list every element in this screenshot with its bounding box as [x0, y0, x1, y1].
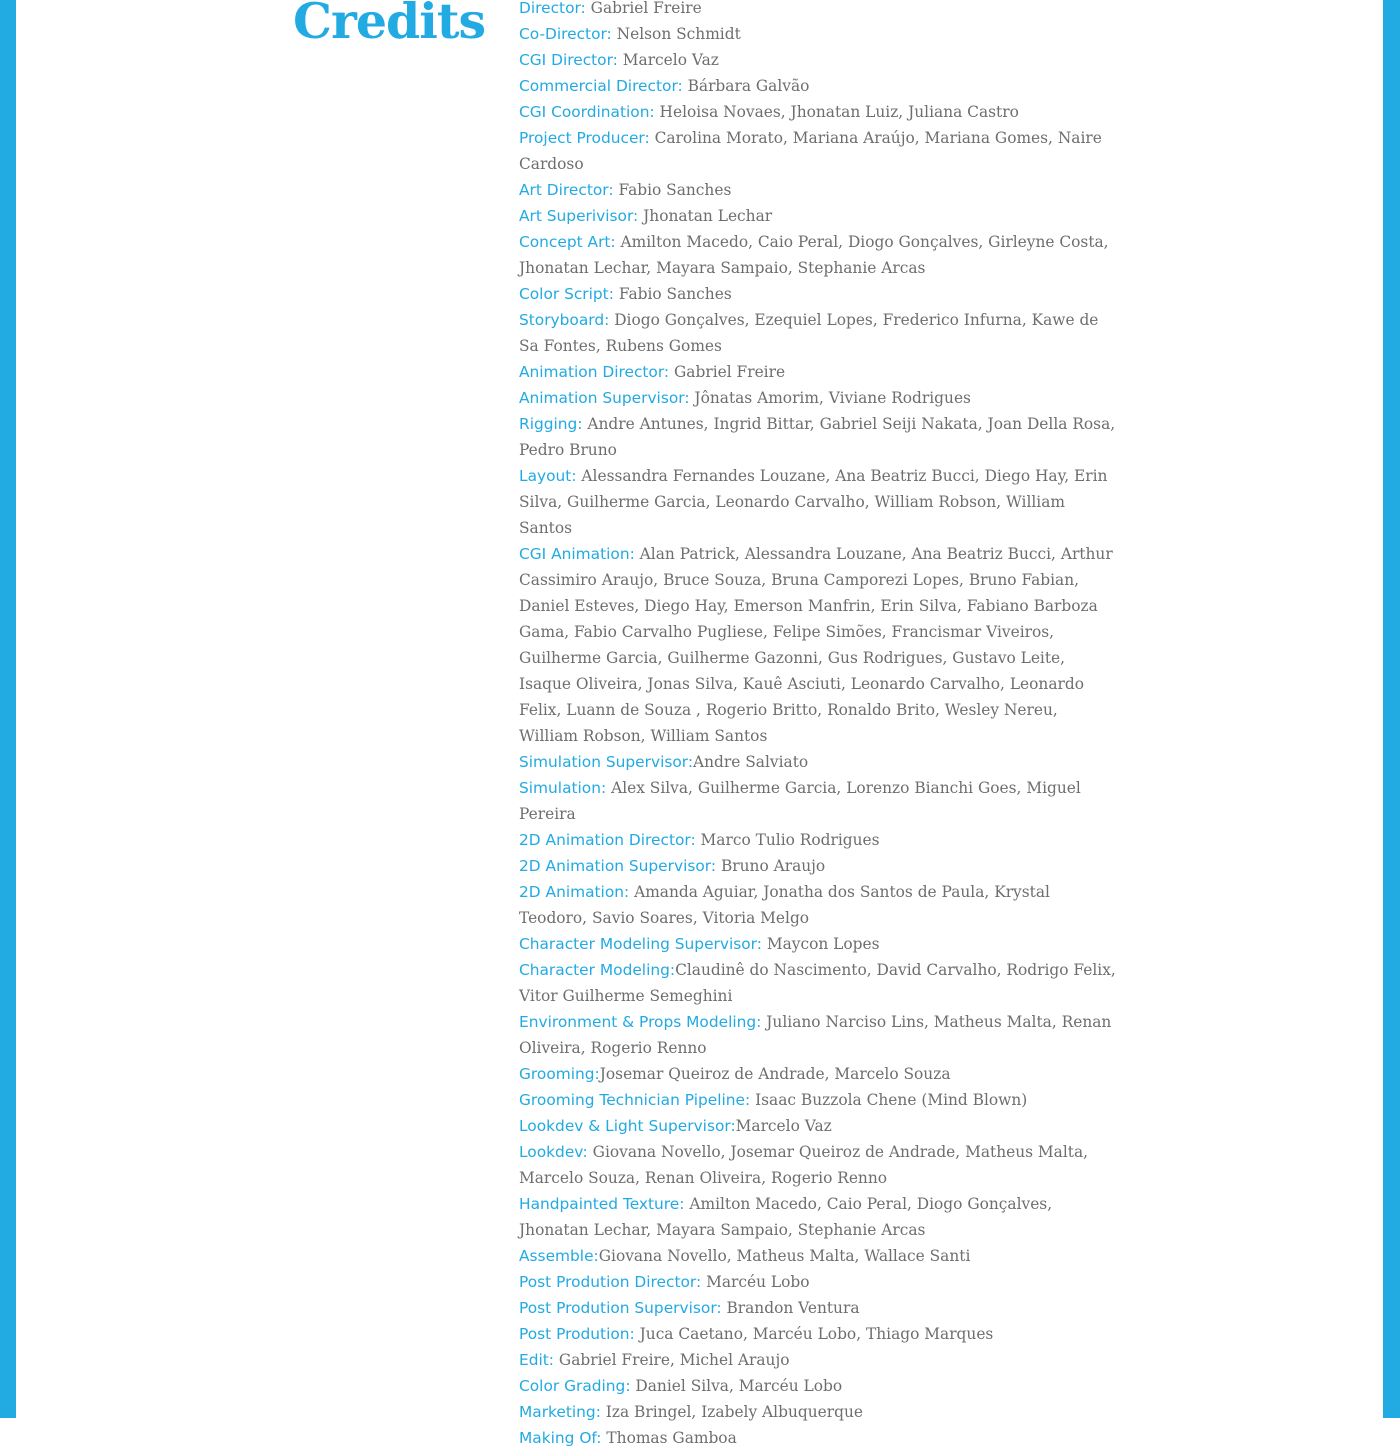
credits-list — [519, 0, 1119, 1451]
credit-names: Marco Tulio Rodrigues — [700, 831, 880, 849]
credit-entry — [519, 879, 1119, 931]
credit-names: Marcelo Vaz — [735, 1117, 832, 1135]
credit-names: Thomas Gamboa — [606, 1429, 737, 1447]
credit-role: Animation Supervisor: — [519, 389, 690, 407]
credit-role: Art Director: — [519, 181, 614, 199]
credit-entry — [519, 47, 1119, 73]
credit-names: Giovana Novello, Matheus Malta, Wallace Santi — [598, 1247, 971, 1265]
credit-names: Marcelo Vaz — [622, 51, 719, 69]
credit-names: Carolina Morato, Mariana Araújo, Mariana Gomes, Naire Cardoso — [519, 129, 1102, 173]
credit-entry — [519, 1373, 1119, 1399]
credit-entry — [519, 1425, 1119, 1451]
credit-entry — [519, 1061, 1119, 1087]
credit-role: Assemble: — [519, 1247, 599, 1265]
left-accent-bar — [0, 0, 16, 1418]
credit-role: Rigging: — [519, 415, 583, 433]
credit-role: Grooming Technician Pipeline: — [519, 1091, 751, 1109]
credit-names: Heloisa Novaes, Jhonatan Luiz, Juliana Castro — [659, 103, 1019, 121]
credit-role: Grooming: — [519, 1065, 600, 1083]
credit-entry — [519, 827, 1119, 853]
credit-entry — [519, 1243, 1119, 1269]
credit-role: Character Modeling Supervisor: — [519, 935, 762, 953]
credit-names: Josemar Queiroz de Andrade, Marcelo Souza — [599, 1065, 951, 1083]
credit-names: Amilton Macedo, Caio Peral, Diogo Gonçalves, Jhonatan Lechar, Mayara Sampaio, Stephanie Arcas — [519, 1195, 1053, 1239]
credit-entry — [519, 931, 1119, 957]
credit-entry — [519, 1191, 1119, 1243]
credit-names: Fabio Sanches — [618, 285, 732, 303]
credit-role: Commercial Director: — [519, 77, 683, 95]
credit-role: Layout: — [519, 467, 577, 485]
credit-role: Post Prodution Supervisor: — [519, 1299, 722, 1317]
credit-role: Post Prodution: — [519, 1325, 635, 1343]
credit-entry — [519, 281, 1119, 307]
credit-names: Isaac Buzzola Chene (Mind Blown) — [755, 1091, 1028, 1109]
credit-names: Andre Salviato — [693, 753, 809, 771]
credit-entry — [519, 1087, 1119, 1113]
credit-entry — [519, 0, 1119, 21]
credit-role: Art Superivisor: — [519, 207, 639, 225]
credit-entry — [519, 957, 1119, 1009]
credit-entry — [519, 21, 1119, 47]
credit-entry — [519, 1269, 1119, 1295]
credit-entry — [519, 541, 1119, 749]
credit-names: Jhonatan Lechar — [643, 207, 773, 225]
credit-entry — [519, 1347, 1119, 1373]
credit-names: Jônatas Amorim, Viviane Rodrigues — [694, 389, 971, 407]
credit-role: Animation Director: — [519, 363, 670, 381]
credit-entry — [519, 749, 1119, 775]
credit-names: Alessandra Fernandes Louzane, Ana Beatriz Bucci, Diego Hay, Erin Silva, Guilherme Garcia, Leonardo Carvalho, William Robson, William Santos — [519, 467, 1108, 537]
credit-role: Storyboard: — [519, 311, 610, 329]
credit-names: Gabriel Freire, Michel Araujo — [558, 1351, 790, 1369]
credit-names: Gabriel Freire — [590, 0, 702, 17]
credit-entry — [519, 1399, 1119, 1425]
credit-entry — [519, 177, 1119, 203]
credit-role: 2D Animation: — [519, 883, 630, 901]
credit-names: Amanda Aguiar, Jonatha dos Santos de Paula, Krystal Teodoro, Savio Soares, Vitoria Melgo — [519, 883, 1050, 927]
credit-role: CGI Director: — [519, 51, 618, 69]
credit-entry — [519, 203, 1119, 229]
credit-role: 2D Animation Director: — [519, 831, 696, 849]
credit-names: Gabriel Freire — [674, 363, 786, 381]
credit-entry — [519, 99, 1119, 125]
credit-entry — [519, 1139, 1119, 1191]
credit-role: Co-Director: — [519, 25, 612, 43]
credit-entry — [519, 411, 1119, 463]
credit-role: 2D Animation Supervisor: — [519, 857, 717, 875]
credit-names: Iza Bringel, Izabely Albuquerque — [605, 1403, 863, 1421]
credit-role: Marketing: — [519, 1403, 601, 1421]
credit-names: Fabio Sanches — [618, 181, 732, 199]
credit-names: Nelson Schmidt — [616, 25, 741, 43]
credit-names: Bárbara Galvão — [687, 77, 810, 95]
credit-role: Post Prodution Director: — [519, 1273, 702, 1291]
credit-role: Project Producer: — [519, 129, 650, 147]
credit-role: Making Of: — [519, 1429, 602, 1447]
credit-role: Simulation: — [519, 779, 607, 797]
credit-names: Bruno Araujo — [720, 857, 826, 875]
credit-role: Color Script: — [519, 285, 614, 303]
credit-names: Claudinê do Nascimento, David Carvalho, Rodrigo Felix, Vitor Guilherme Semeghini — [519, 961, 1116, 1005]
credit-role: Color Grading: — [519, 1377, 631, 1395]
credit-role: CGI Coordination: — [519, 103, 655, 121]
credit-role: Character Modeling: — [519, 961, 676, 979]
credit-entry — [519, 385, 1119, 411]
credit-role: Handpainted Texture: — [519, 1195, 685, 1213]
credit-role: Concept Art: — [519, 233, 616, 251]
credit-role: CGI Animation: — [519, 545, 635, 563]
credit-entry — [519, 125, 1119, 177]
credit-entry — [519, 229, 1119, 281]
credit-names: Alex Silva, Guilherme Garcia, Lorenzo Bianchi Goes, Miguel Pereira — [519, 779, 1081, 823]
credit-entry — [519, 1295, 1119, 1321]
credit-entry — [519, 359, 1119, 385]
credit-names: Alan Patrick, Alessandra Louzane, Ana Beatriz Bucci, Arthur Cassimiro Araujo, Bruce Souza, Bruna Camporezi Lopes, Bruno Fabian, Daniel Esteves, Diego Hay, Emerson Manfrin, Erin Silva, Fabiano Barboza Gama, Fabio Carvalho Pugliese, Felipe Simões, Francismar Viveiros, Guilherme Garcia, Guilherme Gazonni, Gus Rodrigues, Gustavo Leite, Isaque Oliveira, Jonas Silva, Kauê Asciuti, Leonardo Carvalho, Leonardo Felix, Luann de Souza , Rogerio Britto, Ronaldo Brito, Wesley Nereu, William Robson, William Santos — [519, 545, 1113, 745]
credit-entry — [519, 853, 1119, 879]
credit-role: Edit: — [519, 1351, 554, 1369]
credit-names: Daniel Silva, Marcéu Lobo — [635, 1377, 843, 1395]
credit-names: Andre Antunes, Ingrid Bittar, Gabriel Seiji Nakata, Joan Della Rosa, Pedro Bruno — [519, 415, 1116, 459]
credit-entry — [519, 73, 1119, 99]
credit-entry — [519, 1321, 1119, 1347]
credit-entry — [519, 775, 1119, 827]
credit-role: Director: — [519, 0, 586, 17]
page-title: Credits — [293, 0, 486, 50]
credit-names: Marcéu Lobo — [706, 1273, 810, 1291]
credit-entry — [519, 1009, 1119, 1061]
credit-names: Maycon Lopes — [766, 935, 880, 953]
credit-names: Diogo Gonçalves, Ezequiel Lopes, Frederico Infurna, Kawe de Sa Fontes, Rubens Gomes — [519, 311, 1099, 355]
credit-names: Brandon Ventura — [726, 1299, 860, 1317]
credit-role: Environment & Props Modeling: — [519, 1013, 762, 1031]
credit-entry — [519, 307, 1119, 359]
credit-entry — [519, 1113, 1119, 1139]
right-accent-bar — [1383, 0, 1400, 1418]
credit-role: Lookdev: — [519, 1143, 588, 1161]
credit-names: Juliano Narciso Lins, Matheus Malta, Renan Oliveira, Rogerio Renno — [519, 1013, 1112, 1057]
credit-entry — [519, 463, 1119, 541]
credit-names: Amilton Macedo, Caio Peral, Diogo Gonçalves, Girleyne Costa, Jhonatan Lechar, Mayara Sampaio, Stephanie Arcas — [519, 233, 1109, 277]
credit-names: Juca Caetano, Marcéu Lobo, Thiago Marques — [639, 1325, 994, 1343]
credit-names: Giovana Novello, Josemar Queiroz de Andrade, Matheus Malta, Marcelo Souza, Renan Oliveira, Rogerio Renno — [519, 1143, 1089, 1187]
credit-role: Lookdev & Light Supervisor: — [519, 1117, 736, 1135]
credit-role: Simulation Supervisor: — [519, 753, 694, 771]
